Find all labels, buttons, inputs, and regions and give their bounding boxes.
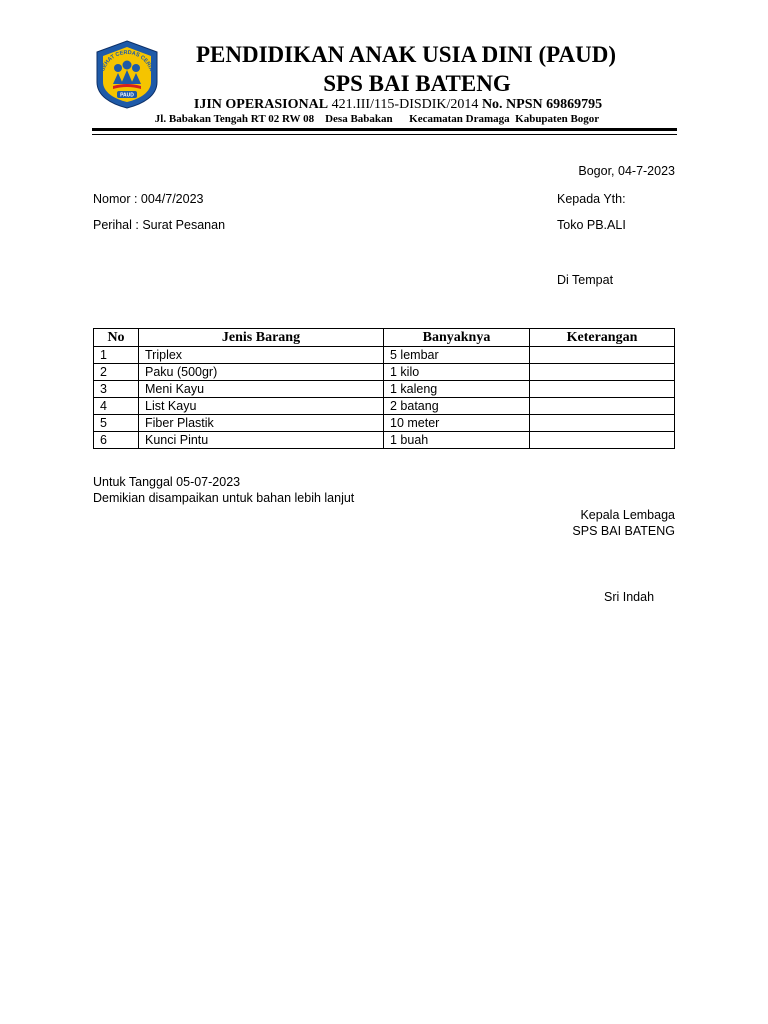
delivery-date: Untuk Tanggal 05-07-2023 bbox=[93, 475, 241, 489]
letterhead-address: Jl. Babakan Tengah RT 02 RW 08 Desa Babakan Kecamatan Dramaga Kabupaten Bogor bbox=[154, 113, 600, 125]
letterhead-title: PENDIDIKAN ANAK USIA DINI (PAUD) bbox=[196, 42, 616, 67]
column-header-keterangan: Keterangan bbox=[530, 329, 675, 347]
signatory-institution: SPS BAI BATENG bbox=[572, 524, 675, 538]
recipient-location: Di Tempat bbox=[557, 273, 614, 287]
logo-motto: SEHAT CERDAS CERIA bbox=[100, 49, 154, 73]
cell-quantity: 2 batang bbox=[384, 398, 530, 415]
table-row bbox=[94, 347, 675, 364]
cell-quantity: 5 lembar bbox=[384, 347, 530, 364]
column-header-no: No bbox=[94, 329, 139, 347]
paud-logo-icon bbox=[91, 38, 163, 110]
cell-no: 3 bbox=[94, 381, 139, 398]
table-row bbox=[94, 432, 675, 449]
letterhead-rule-thick bbox=[92, 128, 677, 131]
letterhead-permit bbox=[170, 97, 626, 113]
npsn-value: 69869795 bbox=[542, 97, 603, 112]
cell-no: 2 bbox=[94, 364, 139, 381]
cell-note bbox=[530, 398, 675, 415]
cell-item: Paku (500gr) bbox=[139, 364, 384, 381]
column-header-jenis-barang: Jenis Barang bbox=[139, 329, 384, 347]
cell-quantity: 1 buah bbox=[384, 432, 530, 449]
cell-item: Triplex bbox=[139, 347, 384, 364]
table-row bbox=[94, 381, 675, 398]
cell-no: 1 bbox=[94, 347, 139, 364]
cell-quantity: 1 kaleng bbox=[384, 381, 530, 398]
cell-quantity: 10 meter bbox=[384, 415, 530, 432]
recipient-salutation: Kepada Yth: bbox=[557, 192, 626, 206]
closing-sentence: Demikian disampaikan untuk bahan lebih lanjut bbox=[93, 491, 355, 505]
cell-note bbox=[530, 432, 675, 449]
recipient-name: Toko PB.ALI bbox=[557, 218, 626, 232]
table-row bbox=[94, 415, 675, 432]
letterhead-rule-thin bbox=[92, 134, 677, 135]
letterhead-institution: SPS BAI BATENG bbox=[323, 71, 511, 96]
table-row bbox=[94, 364, 675, 381]
cell-no: 6 bbox=[94, 432, 139, 449]
place-date: Bogor, 04-7-2023 bbox=[578, 164, 675, 178]
table-header-row bbox=[94, 329, 675, 347]
order-table bbox=[93, 328, 675, 449]
letter-subject: Perihal : Surat Pesanan bbox=[93, 218, 226, 232]
cell-quantity: 1 kilo bbox=[384, 364, 530, 381]
letter-number: Nomor : 004/7/2023 bbox=[93, 192, 204, 206]
cell-note bbox=[530, 381, 675, 398]
permit-label: IJIN OPERASIONAL bbox=[193, 97, 329, 112]
npsn-label: No. NPSN bbox=[481, 97, 543, 112]
cell-item: Kunci Pintu bbox=[139, 432, 384, 449]
cell-note bbox=[530, 415, 675, 432]
logo-badge: PAUD bbox=[120, 92, 134, 99]
cell-no: 4 bbox=[94, 398, 139, 415]
cell-item: List Kayu bbox=[139, 398, 384, 415]
signatory-name: Sri Indah bbox=[604, 590, 655, 604]
column-header-banyaknya: Banyaknya bbox=[384, 329, 530, 347]
signatory-title: Kepala Lembaga bbox=[580, 508, 675, 522]
cell-item: Meni Kayu bbox=[139, 381, 384, 398]
cell-item: Fiber Plastik bbox=[139, 415, 384, 432]
cell-note bbox=[530, 364, 675, 381]
permit-number: 421.III/115-DISDIK/2014 bbox=[328, 97, 482, 112]
cell-note bbox=[530, 347, 675, 364]
table-row bbox=[94, 398, 675, 415]
cell-no: 5 bbox=[94, 415, 139, 432]
